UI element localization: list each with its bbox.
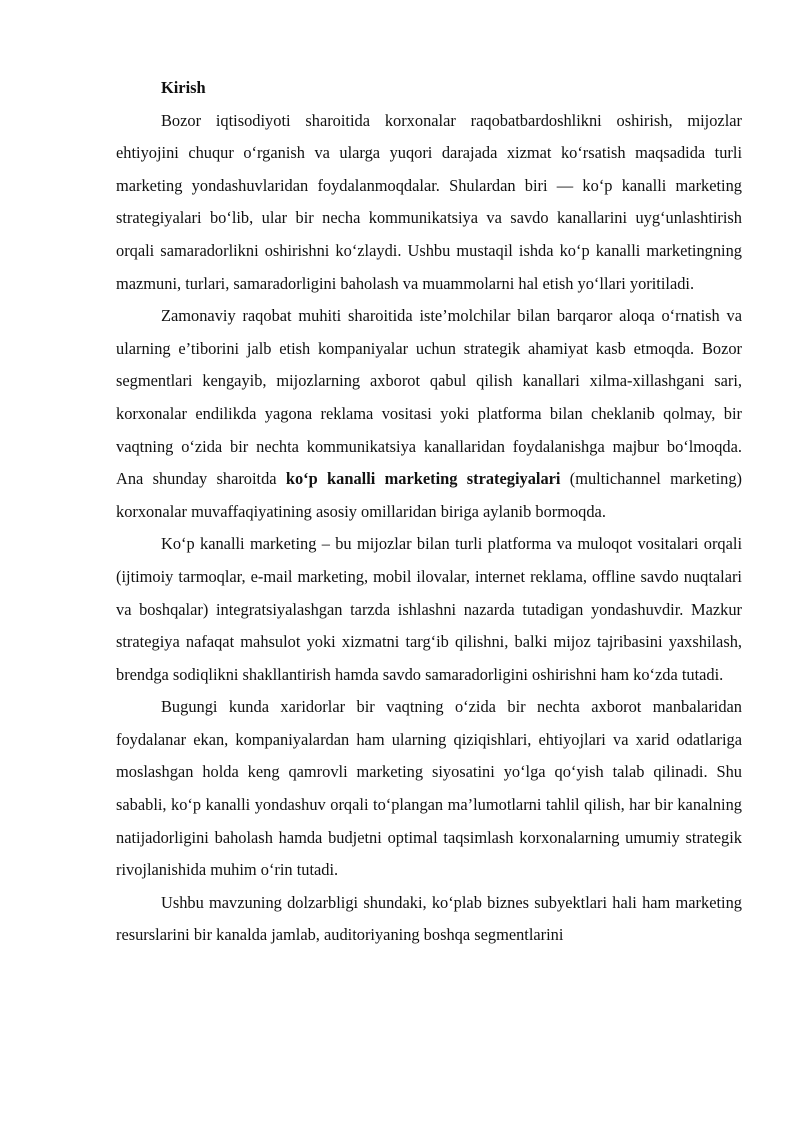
document-page	[116, 72, 742, 952]
paragraph-3: Ko‘p kanalli marketing – bu mijozlar bilan turli platforma va muloqot vositalari orqali (ijtimoiy tarmoqlar, e-mail marketing, mobil ilovalar, internet reklama, offline savdo nuqtalari va boshqalar) integratsiyalashgan tarzda ishlashni nazarda tutadigan yondashuvdir. Mazkur strategiya nafaqat mahsulot yoki xizmatni targ‘ib qilishni, balki mijoz tajribasini yaxshilash, brendga sodiqlikni shakllantirish hamda savdo samaradorligini oshirishni ham ko‘zda tutadi.	[116, 534, 742, 684]
paragraph-2	[116, 300, 742, 528]
paragraph-1: Bozor iqtisodiyoti sharoitida korxonalar raqobatbardoshlikni oshirish, mijozlar ehtiyojini chuqur o‘rganish va ularga yuqori darajada xizmat ko‘rsatish maqsadida turli marketing yondashuvlaridan foydalanmoqdalar. Shulardan biri — ko‘p kanalli marketing strategiyalari bo‘lib, ular bir necha kommunikatsiya va savdo kanallarini uyg‘unlashtirish orqali samaradorlikni oshirishni ko‘zlaydi. Ushbu mustaqil ishda ko‘p kanalli marketingning mazmuni, turlari, samaradorligini baholash va muammolarni hal etish yo‘llari yoritiladi.	[116, 110, 742, 293]
paragraph-2-text-before: Zamonaviy raqobat muhiti sharoitida iste’molchilar bilan barqaror aloqa o‘rnatish va ularning e’tiborini jalb etish kompaniyalar uchun strategik ahamiyat kasb etmoqda. Bozor segmentlari kengayib, mijozlarning axborot qabul qilish kanallari xilma-xillashgani sari, korxonalar endilikda yagona reklama vositasi yoki platforma bilan cheklanib qolmay, bir vaqtning o‘zida bir nechta kommunikatsiya kanallaridan foydalanishga majbur bo‘lmoqda. Ana shunday sharoitda	[116, 306, 742, 489]
paragraph-2-bold-term: ko‘p kanalli marketing strategiyalari	[285, 469, 561, 489]
paragraph-2-text-after: (multichannel marketing) korxonalar muvaffaqiyatining asosiy omillaridan biriga aylanib bormoqda.	[116, 469, 743, 521]
paragraph-5: Ushbu mavzuning dolzarbligi shundaki, ko‘plab biznes subyektlari hali ham marketing resurslarini bir kanalda jamlab, auditoriyaning boshqa segmentlarini	[116, 892, 742, 945]
paragraph-4: Bugungi kunda xaridorlar bir vaqtning o‘zida bir nechta axborot manbalaridan foydalanar ekan, kompaniyalardan ham ularning qiziqishlari, ehtiyojlari va xarid odatlariga moslashgan holda keng qamrovli marketing siyosatini yo‘lga qo‘yish talab qilinadi. Shu sababli, ko‘p kanalli yondashuv orqali to‘plangan ma’lumotlarni tahlil qilish, har bir kanalning natijadorligini baholash hamda budjetni optimal taqsimlash korxonalarning umumiy strategik rivojlanishida muhim o‘rin tutadi.	[116, 697, 742, 880]
section-heading: Kirish	[161, 78, 206, 97]
